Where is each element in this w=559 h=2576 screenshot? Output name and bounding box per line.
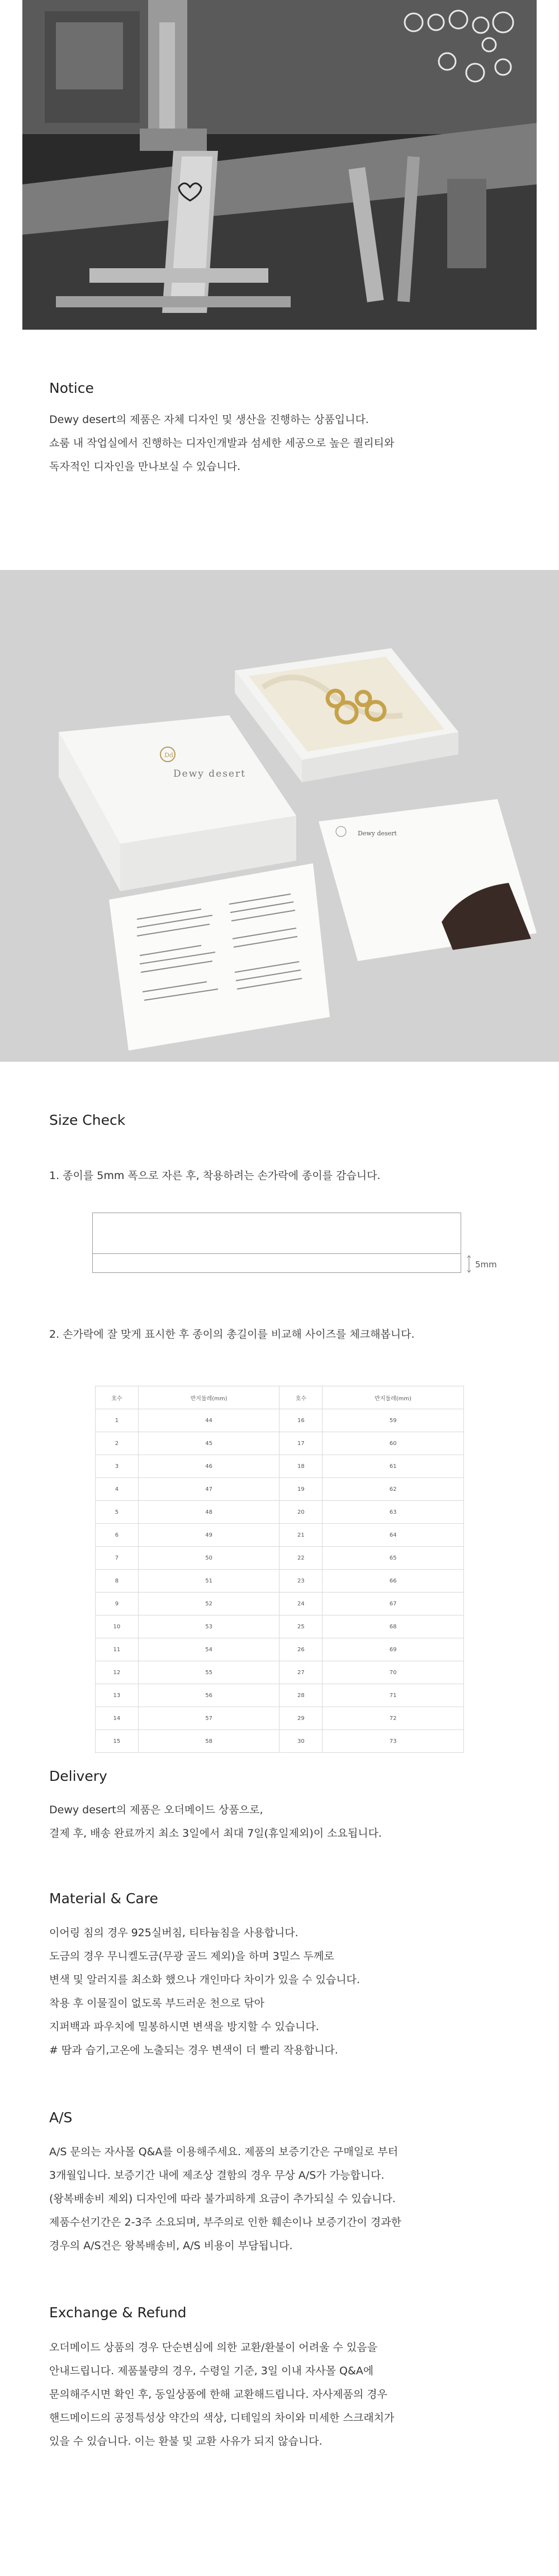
material-line: 이어링 침의 경우 925실버침, 티타늄침을 사용합니다. — [49, 1927, 299, 1939]
notice-line: 쇼룸 내 작업실에서 진행하는 디자인개발과 섬세한 세공으로 높은 퀄리티와 — [49, 437, 395, 449]
table-cell: 13 — [96, 1684, 139, 1707]
product-photo — [0, 570, 559, 1062]
table-cell: 48 — [138, 1501, 280, 1524]
size-check-heading: Size Check — [49, 1112, 126, 1128]
table-cell: 30 — [280, 1730, 323, 1753]
as-line: A/S 문의는 자사몰 Q&A를 이용해주세요. 제품의 보증기간은 구매일로 부터 — [49, 2146, 399, 2158]
table-cell: 22 — [280, 1547, 323, 1570]
table-cell: 63 — [323, 1501, 464, 1524]
table-header-cell: 반지둘레(mm) — [323, 1386, 464, 1409]
box-brand-text: Dewy desert — [173, 768, 246, 780]
as-line: 경우의 A/S건은 왕복배송비, A/S 비용이 부담됩니다. — [49, 2240, 293, 2252]
table-cell: 69 — [323, 1638, 464, 1661]
table-cell: 67 — [323, 1593, 464, 1615]
exchange-line: 있을 수 있습니다. 이는 환불 및 교환 사유가 되지 않습니다. — [49, 2435, 323, 2447]
paper-strip-diagram — [92, 1213, 461, 1273]
table-cell: 26 — [280, 1638, 323, 1661]
table-cell: 65 — [323, 1547, 464, 1570]
table-cell: 24 — [280, 1593, 323, 1615]
table-row — [96, 1432, 464, 1455]
exchange-line: 오더메이드 상품의 경우 단순변심에 의한 교환/환불이 어려울 수 있음을 — [49, 2341, 377, 2354]
table-cell: 60 — [323, 1432, 464, 1455]
table-cell: 58 — [138, 1730, 280, 1753]
table-row — [96, 1707, 464, 1730]
table-cell: 19 — [280, 1478, 323, 1501]
svg-text:Dd: Dd — [164, 752, 173, 759]
table-row — [96, 1661, 464, 1684]
as-line: 3개월입니다. 보증기간 내에 제조상 결함의 경우 무상 A/S가 가능합니다. — [49, 2169, 385, 2181]
exchange-line: 핸드메이드의 공정특성상 약간의 색상, 디테일의 차이와 미세한 스크래치가 — [49, 2412, 395, 2424]
table-row — [96, 1684, 464, 1707]
table-cell: 6 — [96, 1524, 139, 1547]
strip-width-arrow-icon — [466, 1254, 472, 1273]
table-cell: 56 — [138, 1684, 280, 1707]
paper-strip-line — [93, 1253, 461, 1254]
material-line: 변색 및 알러지를 최소화 했으나 개인마다 차이가 있을 수 있습니다. — [49, 1974, 360, 1986]
table-cell: 11 — [96, 1638, 139, 1661]
table-cell: 55 — [138, 1661, 280, 1684]
delivery-line: 결제 후, 배송 완료까지 최소 3일에서 최대 7일(휴일제외)이 소요됩니다. — [49, 1827, 382, 1840]
table-cell: 57 — [138, 1707, 280, 1730]
as-heading: A/S — [49, 2109, 73, 2126]
table-cell: 45 — [138, 1432, 280, 1455]
table-cell: 10 — [96, 1615, 139, 1638]
size-step2 — [49, 1323, 415, 1346]
material-line: # 땀과 습기,고온에 노출되는 경우 변색이 더 빨리 작용합니다. — [49, 2044, 338, 2056]
table-cell: 23 — [280, 1570, 323, 1593]
table-cell: 27 — [280, 1661, 323, 1684]
table-row — [96, 1478, 464, 1501]
table-row — [96, 1638, 464, 1661]
exchange-text — [49, 2336, 394, 2453]
table-cell: 66 — [323, 1570, 464, 1593]
table-row — [96, 1409, 464, 1432]
table-row — [96, 1570, 464, 1593]
table-row — [96, 1524, 464, 1547]
table-cell: 12 — [96, 1661, 139, 1684]
table-cell: 71 — [323, 1684, 464, 1707]
notice-text — [49, 408, 394, 478]
delivery-text — [49, 1798, 382, 1845]
workshop-illustration — [22, 0, 537, 330]
table-cell: 47 — [138, 1478, 280, 1501]
material-line: 지퍼백과 파우치에 밀봉하시면 변색을 방지할 수 있습니다. — [49, 2021, 319, 2033]
table-cell: 7 — [96, 1547, 139, 1570]
table-cell: 68 — [323, 1615, 464, 1638]
as-line: 제품수선기간은 2-3주 소요되며, 부주의로 인한 훼손이나 보증기간이 경과한 — [49, 2216, 401, 2228]
table-cell: 5 — [96, 1501, 139, 1524]
notice-line: 독자적인 디자인을 만나보실 수 있습니다. — [49, 460, 241, 473]
size-step2-text: 2. 손가락에 잘 맞게 표시한 후 종이의 총길이를 비교해 사이즈를 체크해봅니다. — [49, 1328, 415, 1341]
table-cell: 72 — [323, 1707, 464, 1730]
exchange-line: 문의해주시면 확인 후, 동일상품에 한해 교환해드립니다. 자사제품의 경우 — [49, 2388, 387, 2401]
table-row — [96, 1547, 464, 1570]
table-cell: 21 — [280, 1524, 323, 1547]
table-cell: 59 — [323, 1409, 464, 1432]
table-cell: 29 — [280, 1707, 323, 1730]
table-row — [96, 1593, 464, 1615]
jewelry-box-illustration — [0, 570, 559, 1062]
material-heading: Material & Care — [49, 1890, 158, 1907]
table-cell: 14 — [96, 1707, 139, 1730]
table-row — [96, 1730, 464, 1753]
table-cell: 50 — [138, 1547, 280, 1570]
table-cell: 62 — [323, 1478, 464, 1501]
table-cell: 51 — [138, 1570, 280, 1593]
workshop-photo — [22, 0, 537, 330]
notice-line: Dewy desert의 제품은 자체 디자인 및 생산을 진행하는 상품입니다. — [49, 414, 369, 426]
material-text — [49, 1921, 360, 2062]
table-cell: 4 — [96, 1478, 139, 1501]
table-cell: 49 — [138, 1524, 280, 1547]
card-brand-text: Dewy desert — [358, 830, 397, 837]
table-cell: 61 — [323, 1455, 464, 1478]
ring-size-table — [95, 1386, 464, 1753]
table-cell: 54 — [138, 1638, 280, 1661]
strip-width-label: 5mm — [475, 1260, 497, 1270]
table-cell: 2 — [96, 1432, 139, 1455]
delivery-line: Dewy desert의 제품은 오더메이드 상품으로, — [49, 1804, 263, 1816]
as-line: (왕복배송비 제외) 디자인에 따라 불가피하게 요금이 추가되실 수 있습니다. — [49, 2193, 396, 2205]
table-cell: 70 — [323, 1661, 464, 1684]
table-row — [96, 1501, 464, 1524]
as-text — [49, 2140, 401, 2257]
table-header-cell: 호수 — [280, 1386, 323, 1409]
table-cell: 8 — [96, 1570, 139, 1593]
table-cell: 73 — [323, 1730, 464, 1753]
size-step1 — [49, 1164, 381, 1187]
material-line: 착용 후 이물질이 없도록 부드러운 천으로 닦아 — [49, 1997, 264, 2009]
table-cell: 16 — [280, 1409, 323, 1432]
table-header-cell: 반지둘레(mm) — [138, 1386, 280, 1409]
table-cell: 9 — [96, 1593, 139, 1615]
table-cell: 28 — [280, 1684, 323, 1707]
table-cell: 1 — [96, 1409, 139, 1432]
notice-heading: Notice — [49, 380, 94, 396]
table-header-cell: 호수 — [96, 1386, 139, 1409]
table-cell: 46 — [138, 1455, 280, 1478]
table-cell: 44 — [138, 1409, 280, 1432]
table-row — [96, 1615, 464, 1638]
table-header-row — [96, 1386, 464, 1409]
table-row — [96, 1455, 464, 1478]
exchange-heading: Exchange & Refund — [49, 2304, 187, 2321]
size-step1-text: 1. 종이를 5mm 폭으로 자른 후, 착용하려는 손가락에 종이를 감습니다. — [49, 1170, 381, 1182]
table-cell: 20 — [280, 1501, 323, 1524]
table-cell: 18 — [280, 1455, 323, 1478]
table-cell: 15 — [96, 1730, 139, 1753]
delivery-heading: Delivery — [49, 1768, 107, 1784]
table-cell: 64 — [323, 1524, 464, 1547]
table-cell: 3 — [96, 1455, 139, 1478]
table-cell: 53 — [138, 1615, 280, 1638]
material-line: 도금의 경우 무니켈도금(무광 골드 제외)을 하며 3밀스 두께로 — [49, 1950, 334, 1962]
table-cell: 17 — [280, 1432, 323, 1455]
exchange-line: 안내드립니다. 제품불량의 경우, 수령일 기준, 3일 이내 자사몰 Q&A에 — [49, 2365, 374, 2377]
table-cell: 52 — [138, 1593, 280, 1615]
table-cell: 25 — [280, 1615, 323, 1638]
